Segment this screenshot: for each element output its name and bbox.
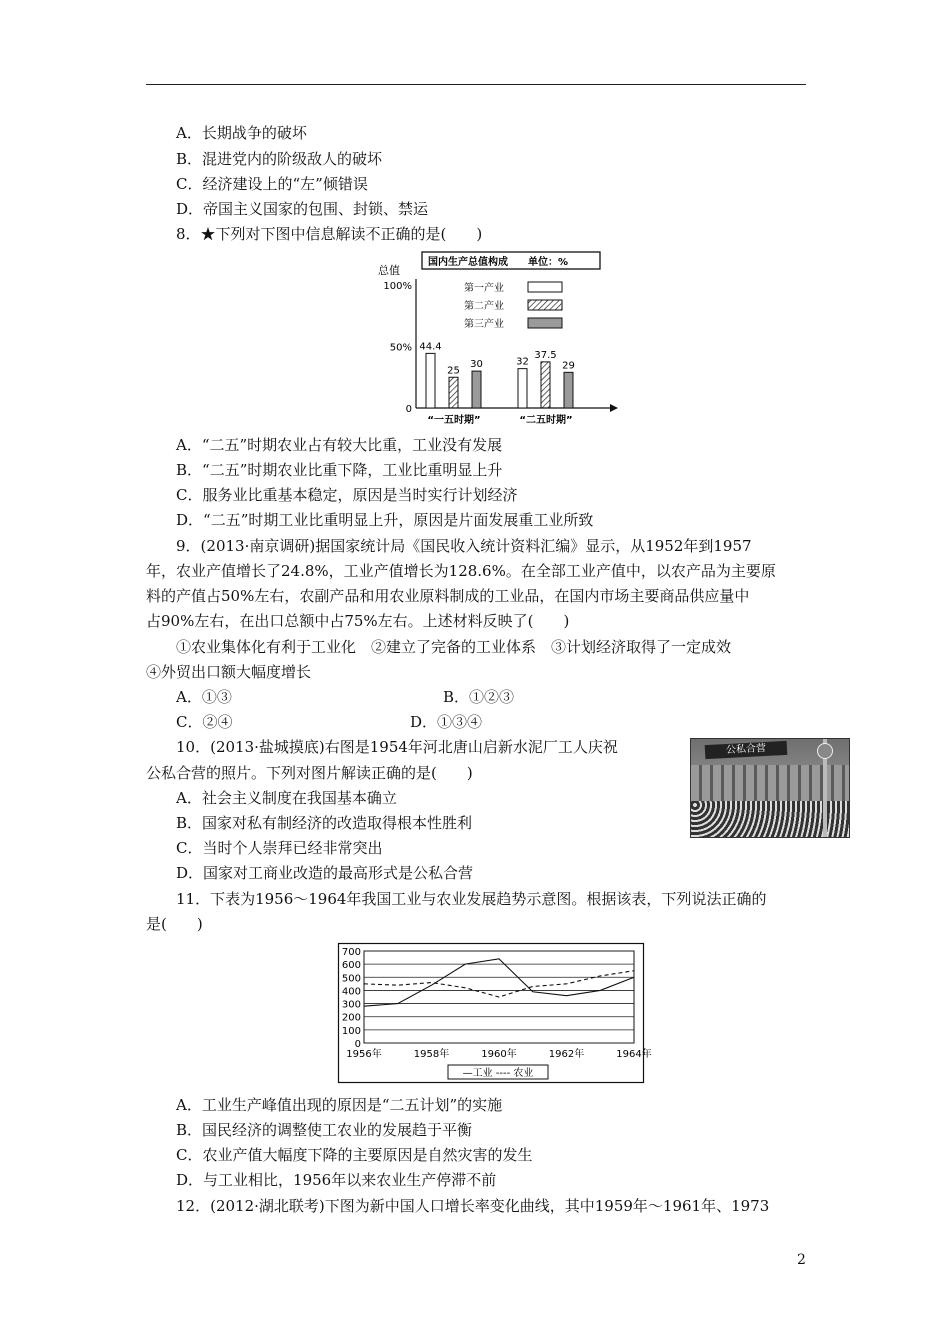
q7-option-b: B．混进党内的阶级敌人的破坏 xyxy=(176,150,383,168)
q7-option-d: D．帝国主义国家的包围、封锁、禁运 xyxy=(176,200,429,218)
q7-option-c: C．经济建设上的“左”倾错误 xyxy=(176,175,368,193)
bar-chart-title: 国内生产总值构成 单位：% xyxy=(428,257,569,268)
bar xyxy=(541,362,550,408)
line-legend: —工业 ---- 农业 xyxy=(462,1068,534,1079)
bar-data-label: 29 xyxy=(562,360,575,372)
industry-agriculture-line-chart xyxy=(338,943,652,1083)
bar-category-label: “一五时期” xyxy=(427,415,481,426)
line-y-tick-label: 200 xyxy=(341,1012,361,1024)
q12-stem-line1: 12．(2012·湖北联考)下图为新中国人口增长率变化曲线，其中1959年～1961年、1973 xyxy=(176,1197,770,1215)
line-x-tick-label: 1962年 xyxy=(548,1049,585,1060)
bar xyxy=(449,377,458,408)
line-y-tick-label: 100 xyxy=(341,1025,361,1037)
q11-stem-line1: 11．下表为1956～1964年我国工业与农业发展趋势示意图。根据该表，下列说法正确的 xyxy=(176,890,767,908)
gdp-composition-bar-chart xyxy=(360,250,620,428)
q9-option-d: D．①③④ xyxy=(410,713,483,731)
q9-stem-line3: 料的产值占50%左右，农副产品和用农业原料制成的工业品，在国内市场主要商品供应量中 xyxy=(146,587,750,605)
q11-option-c: C．农业产值大幅度下降的主要原因是自然灾害的发生 xyxy=(176,1146,533,1164)
q9-stem-line1: 9．(2013·南京调研)据国家统计局《国民收入统计资料汇编》显示，从1952年到1957 xyxy=(176,537,752,555)
q11-stem-line2: 是( ) xyxy=(146,915,203,933)
q9-statements-line2: ④外贸出口额大幅度增长 xyxy=(146,663,312,681)
q9-stem-line2: 年，农业产值增长了24.8%，工业产值增长为128.6%。在全部工业产值中，以农产品为主要原 xyxy=(146,562,776,580)
bar-y-tick-label: 100% xyxy=(383,281,412,292)
line-y-tick-label: 600 xyxy=(341,960,361,972)
q8-option-b: B．“二五”时期农业比重下降，工业比重明显上升 xyxy=(176,461,503,479)
q8-option-c: C．服务业比重基本稳定，原因是当时实行计划经济 xyxy=(176,486,518,504)
line-x-tick-label: 1964年 xyxy=(616,1049,652,1060)
legend-label: 第一产业 xyxy=(464,283,504,294)
line-y-tick-label: 700 xyxy=(341,947,361,958)
q10-option-b: B．国家对私有制经济的改造取得根本性胜利 xyxy=(176,814,473,832)
q11-option-d: D．与工业相比，1956年以来农业生产停滞不前 xyxy=(176,1171,497,1189)
line-x-tick-label: 1958年 xyxy=(413,1049,450,1060)
bar xyxy=(426,353,435,408)
photo-lantern xyxy=(817,743,833,759)
celebration-photo xyxy=(690,738,850,838)
bar-y-tick-label: 50% xyxy=(389,342,412,354)
bar xyxy=(518,369,527,408)
line-y-tick-label: 0 xyxy=(354,1039,361,1050)
legend-swatch xyxy=(528,300,562,310)
bar-data-label: 37.5 xyxy=(534,349,557,361)
q8-stem: 8．★下列对下图中信息解读不正确的是( ) xyxy=(176,225,483,243)
q9-option-a: A．①③ xyxy=(176,688,232,706)
bar-data-label: 30 xyxy=(470,359,483,371)
line-y-tick-label: 300 xyxy=(341,999,361,1011)
bar-x-axis-arrow xyxy=(610,404,618,412)
q10-stem-line1: 10．(2013·盐城摸底)右图是1954年河北唐山启新水泥厂工人庆祝 xyxy=(176,738,618,756)
q7-option-a: A．长期战争的破坏 xyxy=(176,124,307,142)
q8-option-a: A．“二五”时期农业占有较大比重，工业没有发展 xyxy=(176,436,503,454)
q9-option-b: B．①②③ xyxy=(443,688,515,706)
q11-option-a: A．工业生产峰值出现的原因是“二五计划”的实施 xyxy=(176,1096,503,1114)
q10-stem-line2: 公私合营的照片。下列对图片解读正确的是( ) xyxy=(146,764,473,782)
page-number: 2 xyxy=(797,1252,806,1268)
q8-option-d: D．“二五”时期工业比重明显上升，原因是片面发展重工业所致 xyxy=(176,511,594,529)
header-rule xyxy=(146,84,806,85)
q10-option-c: C．当时个人崇拜已经非常突出 xyxy=(176,839,383,857)
q10-option-d: D．国家对工商业改造的最高形式是公私合营 xyxy=(176,864,474,882)
line-x-tick-label: 1956年 xyxy=(346,1049,382,1060)
bar-y-tick-label: 0 xyxy=(405,404,412,415)
line-y-tick-label: 400 xyxy=(341,986,361,998)
photo-banner: 公私合营 xyxy=(705,741,788,759)
q9-statements-line1: ①农业集体化有利于工业化 ②建立了完备的工业体系 ③计划经济取得了一定成效 xyxy=(176,638,732,656)
q10-option-a: A．社会主义制度在我国基本确立 xyxy=(176,789,397,807)
bar-y-axis-label: 总值 xyxy=(378,264,400,277)
legend-label: 第二产业 xyxy=(464,301,504,312)
line-x-tick-label: 1960年 xyxy=(481,1049,517,1060)
line-y-tick-label: 500 xyxy=(341,973,361,985)
legend-label: 第三产业 xyxy=(464,319,504,330)
q9-stem-line4: 占90%左右，在出口总额中占75%左右。上述材料反映了( ) xyxy=(146,612,570,630)
bar-data-label: 44.4 xyxy=(419,341,442,353)
legend-swatch xyxy=(528,318,562,328)
bar-data-label: 32 xyxy=(516,356,529,368)
legend-swatch xyxy=(528,282,562,292)
bar-category-label: “二五时期” xyxy=(519,415,573,426)
q9-option-c: C．②④ xyxy=(176,713,233,731)
bar xyxy=(472,371,481,408)
bar xyxy=(564,372,573,408)
q11-option-b: B．国民经济的调整使工农业的发展趋于平衡 xyxy=(176,1121,473,1139)
bar-data-label: 25 xyxy=(447,365,460,377)
